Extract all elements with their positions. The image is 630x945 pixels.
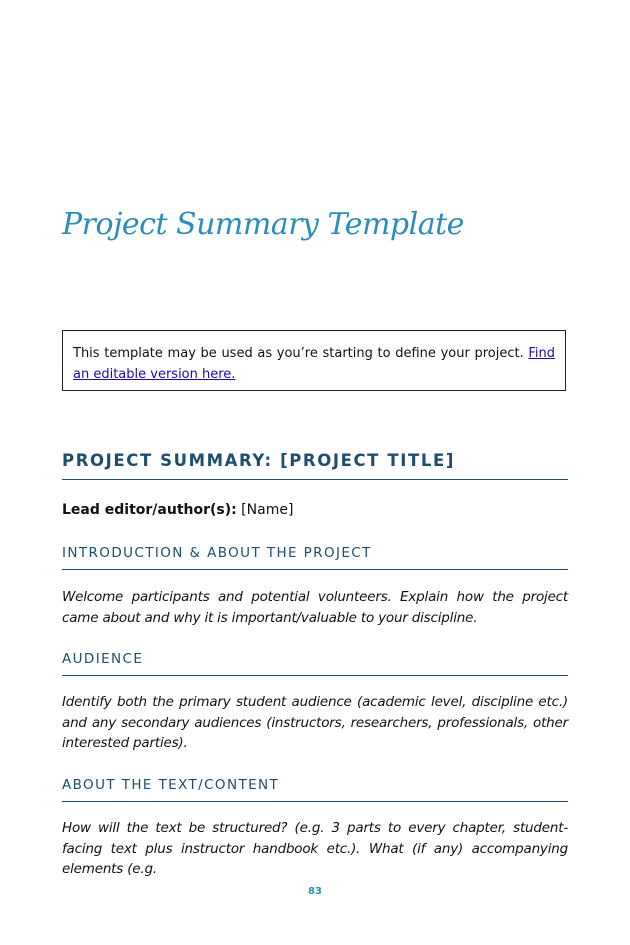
lead-editor-value: [Name] bbox=[236, 502, 294, 518]
section-heading-about-text: ABOUT THE TEXT/CONTENT bbox=[62, 777, 568, 802]
template-callout-box bbox=[62, 330, 566, 391]
lead-editor-label: Lead editor/author(s): bbox=[62, 502, 237, 518]
callout-text: This template may be used as you’re starting to define your project. bbox=[73, 346, 529, 361]
section-text-introduction: Welcome participants and potential volunteers. Explain how the project came about and why it is important/valuable to your discipline. bbox=[62, 589, 568, 626]
document-page bbox=[62, 0, 568, 945]
editable-version-link[interactable]: Find an editable version here. bbox=[73, 346, 555, 382]
section-text-about-text: How will the text be structured? (e.g. 3 parts to every chapter, student-facing text plus instructor handbook etc.). What (if any) accompanying elements (e.g. bbox=[62, 820, 568, 877]
page-number: 83 bbox=[308, 886, 322, 897]
section-heading-audience: AUDIENCE bbox=[62, 651, 568, 676]
page-title: Project Summary Template bbox=[62, 207, 464, 242]
lead-editor-line bbox=[62, 502, 293, 518]
section-text-audience: Identify both the primary student audience (academic level, discipline etc.) and any secondary audiences (instructors, researchers, professionals, other interested parties). bbox=[62, 694, 568, 751]
project-summary-heading: PROJECT SUMMARY: [PROJECT TITLE] bbox=[62, 451, 568, 480]
section-heading-introduction: INTRODUCTION & ABOUT THE PROJECT bbox=[62, 545, 568, 570]
